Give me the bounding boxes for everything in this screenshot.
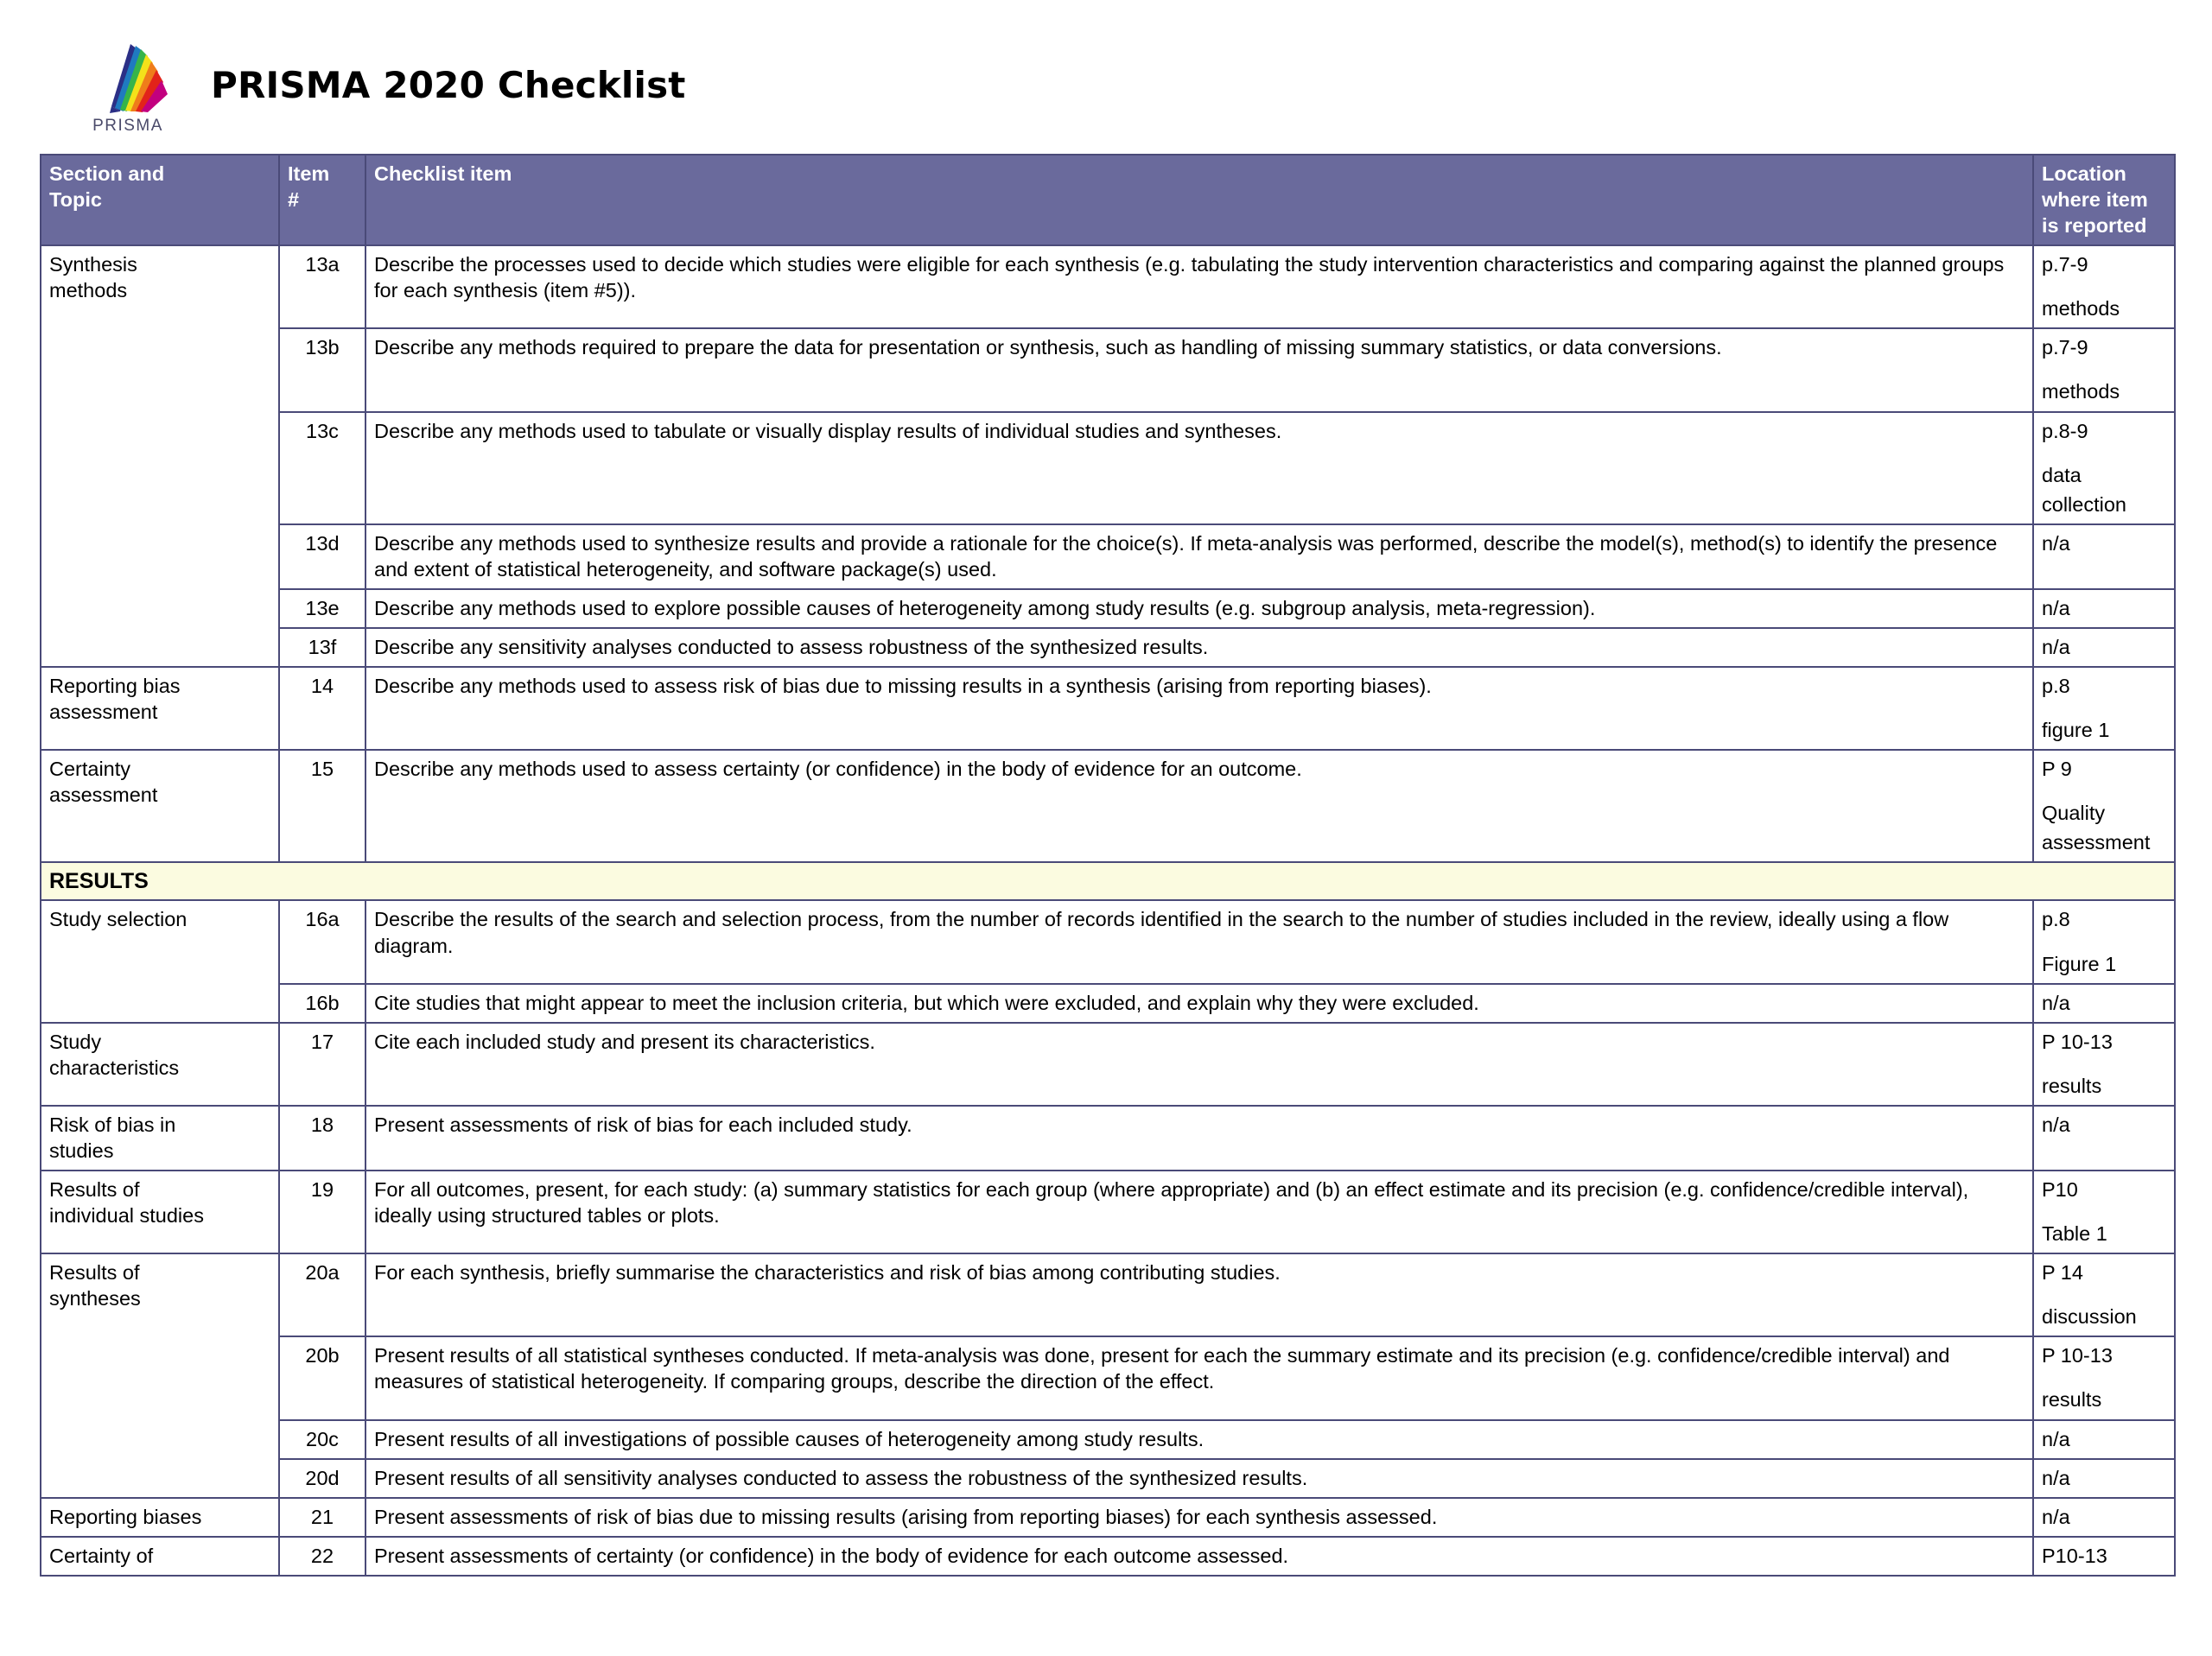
row-location: n/a bbox=[2033, 1459, 2175, 1498]
table-row bbox=[41, 589, 2175, 628]
row-location: n/a bbox=[2033, 589, 2175, 628]
row-description: For all outcomes, present, for each study: (a) summary statistics for each group (where appropriate) and (b) an effect estimate and its precision (e.g. confidence/credible interval), ideally using structured tables or plots. bbox=[365, 1171, 2033, 1253]
table-row bbox=[41, 1171, 2175, 1253]
row-description: Describe the results of the search and selection process, from the number of records identified in the search to the number of studies included in the review, ideally using a flow diagram. bbox=[365, 900, 2033, 983]
row-location: n/a bbox=[2033, 524, 2175, 589]
table-row bbox=[41, 328, 2175, 411]
row-section-label: Study characteristics bbox=[41, 1023, 279, 1106]
row-description: Present assessments of risk of bias due to missing results (arising from reporting biases) for each synthesis assessed. bbox=[365, 1498, 2033, 1537]
row-section-label: Reporting biases bbox=[41, 1498, 279, 1537]
row-location: n/a bbox=[2033, 1420, 2175, 1459]
row-item-number: 16a bbox=[279, 900, 365, 983]
column-header-item: Item # bbox=[279, 155, 365, 245]
row-section-label: Synthesis methods bbox=[41, 245, 279, 667]
row-description: Describe the processes used to decide which studies were eligible for each synthesis (e.g. tabulating the study intervention characteristics and comparing against the planned groups for each synthesis (item #5)). bbox=[365, 245, 2033, 328]
table-row bbox=[41, 628, 2175, 667]
row-description: Describe any methods used to explore possible causes of heterogeneity among study results (e.g. subgroup analysis, meta-regression). bbox=[365, 589, 2033, 628]
row-item-number: 17 bbox=[279, 1023, 365, 1106]
row-section-label: Risk of bias in studies bbox=[41, 1106, 279, 1171]
row-item-number: 13b bbox=[279, 328, 365, 411]
row-item-number: 13c bbox=[279, 412, 365, 524]
row-description: Describe any methods used to assess risk of bias due to missing results in a synthesis (arising from reporting biases). bbox=[365, 667, 2033, 750]
row-item-number: 20d bbox=[279, 1459, 365, 1498]
prisma-checklist-table bbox=[40, 154, 2176, 1577]
prisma-logo-text: PRISMA bbox=[92, 117, 163, 135]
table-row bbox=[41, 1420, 2175, 1459]
row-location: P10 Table 1 bbox=[2033, 1171, 2175, 1253]
row-section-label: Results of individual studies bbox=[41, 1171, 279, 1253]
row-location: p.7-9 methods bbox=[2033, 245, 2175, 328]
row-section-label: Reporting bias assessment bbox=[41, 667, 279, 750]
column-header-location: Location where item is reported bbox=[2033, 155, 2175, 245]
row-description: Present results of all sensitivity analyses conducted to assess the robustness of the synthesized results. bbox=[365, 1459, 2033, 1498]
row-location: P 10-13 results bbox=[2033, 1336, 2175, 1419]
row-description: Present assessments of certainty (or confidence) in the body of evidence for each outcome assessed. bbox=[365, 1537, 2033, 1576]
section-header-blank bbox=[2033, 862, 2175, 900]
table-row bbox=[41, 1253, 2175, 1336]
table-row bbox=[41, 750, 2175, 862]
section-header-row bbox=[41, 862, 2175, 900]
row-item-number: 19 bbox=[279, 1171, 365, 1253]
table-row bbox=[41, 524, 2175, 589]
table-body bbox=[41, 245, 2175, 1576]
row-location: n/a bbox=[2033, 984, 2175, 1023]
row-description: Cite studies that might appear to meet the inclusion criteria, but which were excluded, and explain why they were excluded. bbox=[365, 984, 2033, 1023]
row-location: p.8 figure 1 bbox=[2033, 667, 2175, 750]
table-header-row bbox=[41, 155, 2175, 245]
table-row bbox=[41, 1023, 2175, 1106]
row-description: Describe any sensitivity analyses conducted to assess robustness of the synthesized results. bbox=[365, 628, 2033, 667]
section-header-label: RESULTS bbox=[41, 862, 2033, 900]
row-item-number: 13e bbox=[279, 589, 365, 628]
row-location: p.7-9 methods bbox=[2033, 328, 2175, 411]
row-item-number: 15 bbox=[279, 750, 365, 862]
row-location: P 9 Quality assessment bbox=[2033, 750, 2175, 862]
page-title: PRISMA 2020 Checklist bbox=[211, 63, 686, 106]
row-section-label: Certainty assessment bbox=[41, 750, 279, 862]
table-row bbox=[41, 1498, 2175, 1537]
row-description: Cite each included study and present its characteristics. bbox=[365, 1023, 2033, 1106]
row-item-number: 20b bbox=[279, 1336, 365, 1419]
row-section-label: Certainty of bbox=[41, 1537, 279, 1576]
table-row bbox=[41, 412, 2175, 524]
row-location: P10-13 bbox=[2033, 1537, 2175, 1576]
row-location: p.8 Figure 1 bbox=[2033, 900, 2175, 983]
row-item-number: 14 bbox=[279, 667, 365, 750]
row-location: n/a bbox=[2033, 628, 2175, 667]
table-row bbox=[41, 984, 2175, 1023]
row-description: Present results of all investigations of possible causes of heterogeneity among study results. bbox=[365, 1420, 2033, 1459]
row-item-number: 13a bbox=[279, 245, 365, 328]
row-location: P 10-13 results bbox=[2033, 1023, 2175, 1106]
row-description: Present assessments of risk of bias for each included study. bbox=[365, 1106, 2033, 1171]
row-description: Present results of all statistical syntheses conducted. If meta-analysis was done, present for each the summary estimate and its precision (e.g. confidence/credible interval) and measures of statistical heterogeneity. If comparing groups, describe the direction of the effect. bbox=[365, 1336, 2033, 1419]
row-description: Describe any methods used to synthesize results and provide a rationale for the choice(s). If meta-analysis was performed, describe the model(s), method(s) to identify the presence and extent of statistical heterogeneity, and software package(s) used. bbox=[365, 524, 2033, 589]
prisma-logo bbox=[76, 34, 180, 136]
table-row bbox=[41, 1459, 2175, 1498]
row-item-number: 13d bbox=[279, 524, 365, 589]
column-header-checklist-item: Checklist item bbox=[365, 155, 2033, 245]
row-item-number: 13f bbox=[279, 628, 365, 667]
row-description: Describe any methods required to prepare the data for presentation or synthesis, such as handling of missing summary statistics, or data conversions. bbox=[365, 328, 2033, 411]
row-description: For each synthesis, briefly summarise the characteristics and risk of bias among contributing studies. bbox=[365, 1253, 2033, 1336]
row-description: Describe any methods used to assess certainty (or confidence) in the body of evidence for an outcome. bbox=[365, 750, 2033, 862]
table-row bbox=[41, 900, 2175, 983]
row-location: p.8-9 data collection bbox=[2033, 412, 2175, 524]
document-header bbox=[40, 24, 2172, 145]
row-item-number: 20a bbox=[279, 1253, 365, 1336]
row-location: n/a bbox=[2033, 1106, 2175, 1171]
row-description: Describe any methods used to tabulate or visually display results of individual studies and syntheses. bbox=[365, 412, 2033, 524]
row-location: P 14 discussion bbox=[2033, 1253, 2175, 1336]
column-header-section: Section and Topic bbox=[41, 155, 279, 245]
table-row bbox=[41, 1106, 2175, 1171]
table-row bbox=[41, 1537, 2175, 1576]
row-item-number: 18 bbox=[279, 1106, 365, 1171]
table-row bbox=[41, 1336, 2175, 1419]
row-section-label: Study selection bbox=[41, 900, 279, 1022]
row-section-label: Results of syntheses bbox=[41, 1253, 279, 1497]
prisma-logo-icon bbox=[86, 42, 170, 115]
row-item-number: 22 bbox=[279, 1537, 365, 1576]
table-row bbox=[41, 245, 2175, 328]
row-location: n/a bbox=[2033, 1498, 2175, 1537]
table-row bbox=[41, 667, 2175, 750]
row-item-number: 21 bbox=[279, 1498, 365, 1537]
row-item-number: 16b bbox=[279, 984, 365, 1023]
row-item-number: 20c bbox=[279, 1420, 365, 1459]
